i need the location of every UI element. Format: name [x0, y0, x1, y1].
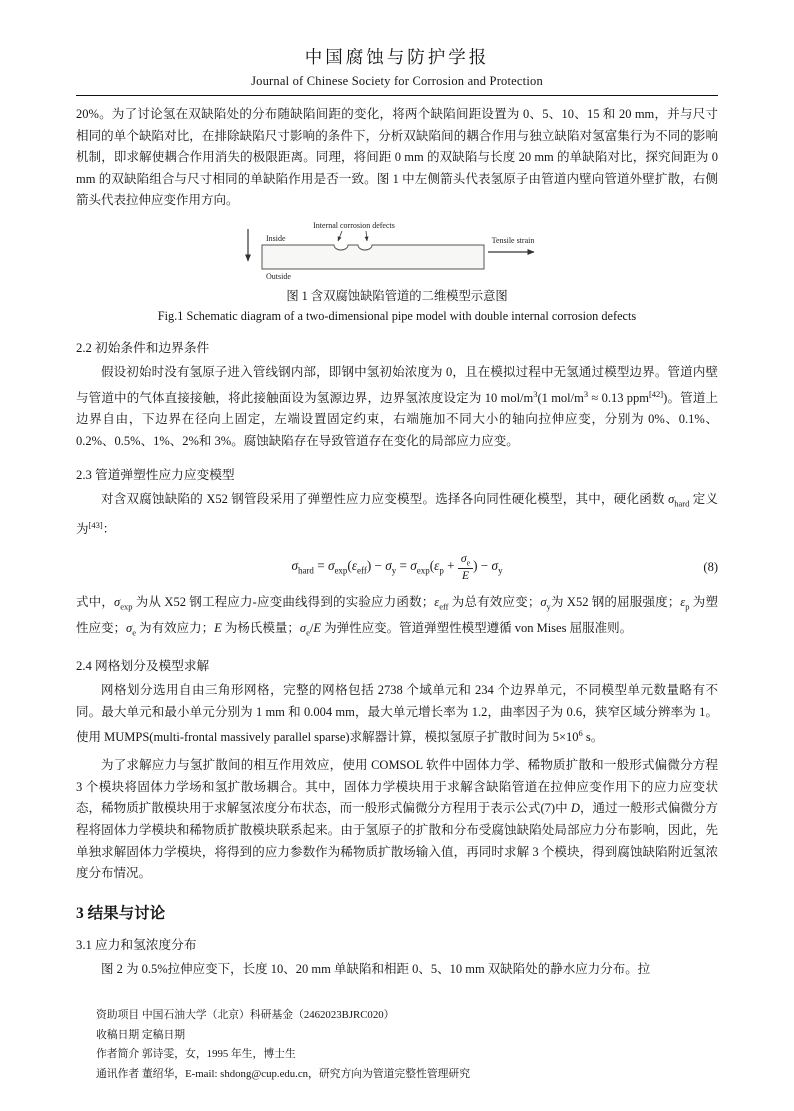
outside-label: Outside — [266, 271, 291, 281]
section-3-1-heading: 3.1 应力和氢浓度分布 — [76, 937, 197, 952]
pipe-wall-outline — [262, 245, 484, 269]
section-2-4-paragraph-1: 网格划分选用自由三角形网格，完整的网格包括 2738 个域单元和 234 个边界单元，不同模型单元数量略有不同。最大单元和最小单元分别为 1 mm 和 0.004 mm，最大单元增长率为 1.2，曲率因子为 0.6，狭窄区域分辨率为 1。使用 MUMPS(multi-frontal massively parallel sparse)求解器计算，模拟氢原子扩散时间为 $5\times 10^6$ s。 — [76, 683, 718, 745]
section-3-1-paragraph: 图 2 为 0.5%拉伸应变下，长度 10、20 mm 单缺陷和相距 0、5、10 mm 双缺陷处的静水应力分布。拉 — [101, 961, 651, 976]
section-2-3-heading: 2.3 管道弹塑性应力应变模型 — [76, 467, 235, 482]
equation-8-explanation-paragraph: 式中，$\sigma_{exp}$ 为从 X52 钢工程应力-应变曲线得到的实验应力函数；$\varepsilon_{eff}$ 为总有效应变；$\sigma_y$为 X52 钢的屈服强度；$\varepsilon_p$ 为塑性应变；$\sigma_e$ 为有效应力；E 为杨氏模量；$\sigma_e/E$ 为弹性应变。管道弹塑性模型遵循 von Mises 屈服准则。 — [76, 595, 718, 638]
figure-1-caption-en: Fig.1 Schematic diagram of a two-dimensional pipe model with double internal corrosion defects — [157, 308, 637, 323]
section-2-2-heading: 2.2 初始条件和边界条件 — [76, 340, 210, 355]
equation-8-number: (8) — [703, 559, 718, 574]
journal-header — [76, 44, 718, 96]
footnote-funding: 资助项目 中国石油大学（北京）科研基金（2462023BJRC020） — [96, 1009, 395, 1022]
footnotes — [76, 1006, 718, 1084]
tensile-strain-label: Tensile strain — [491, 235, 535, 245]
footnote-dates: 收稿日期 定稿日期 — [96, 1028, 186, 1041]
figure-1 — [76, 219, 718, 286]
figure-1-caption-cn: 图 1 含双腐蚀缺陷管道的二维模型示意图 — [286, 288, 508, 303]
footnote-corresponding-author: 通讯作者 董绍华，E-mail: shdong@cup.edu.cn，研究方向为管道完整性管理研究 — [96, 1067, 471, 1080]
equation-8 — [76, 552, 718, 582]
paragraph-intro: 20%。为了讨论氢在双缺陷处的分布随缺陷间距的变化，将两个缺陷间距设置为 0、5、10、15 和 20 mm，并与尺寸相同的单个缺陷对比，在排除缺陷尺寸影响的条件下，分析双缺陷间的耦合作用与独立缺陷对氢富集行为不同的影响机制，即求解使耦合作用消失的极限距离。同理，将间距 0 mm 的双缺陷与长度 20 mm 的单缺陷对比，探究间距为 0 mm 的双缺陷组合与尺寸相同的单缺陷作用是否一致。图 1 中左侧箭头代表氢原子由管道内壁向管道外壁扩散，右侧箭头代表拉伸应变作用方向。 — [76, 107, 718, 208]
section-2-2-paragraph: 假设初始时没有氢原子进入管线钢内部，即钢中氢初始浓度为 0，且在模拟过程中无氢通过模型边界。管道内壁与管道中的气体直接接触，将此接触面设为氢源边界，边界氢浓度设定为 10 mol/$m^3(1$ mol/$m^3 \approx 0.13$ ppm[42])。管道上边界自由，下边界在径向上固定，左端设置固定约束，右端施加不同大小的轴向拉伸应变，分别为 0%、0.1%、0.2%、0.5%、1%、2%和 3%。腐蚀缺陷存在导致管道存在变化的局部应力应变。 — [76, 364, 718, 448]
journal-title-en: Journal of Chinese Society for Corrosion and Protection — [251, 74, 543, 88]
section-2-3-paragraph: 对含双腐蚀缺陷的 X52 钢管段采用了弹塑性应力应变模型。选择各向同性硬化模型，其中，硬化函数 $\sigma_{hard}$ 定义为[43]： — [76, 491, 718, 536]
footnote-author-bio: 作者简介 郭诗雯，女，1995 年生，博士生 — [96, 1048, 296, 1061]
defect-pointer-left — [338, 231, 342, 241]
header-rule — [76, 95, 718, 96]
defect-pointer-right — [366, 231, 367, 241]
journal-title-cn: 中国腐蚀与防护学报 — [304, 47, 490, 67]
section-2-4-paragraph-2: 为了求解应力与氢扩散间的相互作用效应，使用 COMSOL 软件中固体力学、稀物质扩散和一般形式偏微分方程 3 个模块将固体力学场和氢扩散场耦合。其中，固体力学模块用于求解含缺陷管道在拉伸应变作用下的应力应变状态，稀物质扩散模块用于求解氢浓度分布状态，而一般形式偏微分方程用于表示公式(7)中 D，通过一般形式偏微分方程将固体力学模块和稀物质扩散模块联系起来。由于氢原子的扩散和分布受腐蚀缺陷处局部应力分布影响，因此，先单独求解固体力学模块，将得到的应力参数作为稀物质扩散场输入值，再同时求解 3 个模块，得到腐蚀缺陷附近氢浓度分布情况。 — [76, 758, 718, 881]
inside-label: Inside — [266, 233, 286, 243]
section-2-4-heading: 2.4 网格划分及模型求解 — [76, 659, 210, 674]
equation-8-expression: $\sigma_{hard} = \sigma_{exp}(\varepsilon_{eff}) - \sigma_y = \sigma_{exp}(\varepsilon_p$ + $\frac{\sigma_e}{E}$ ) − $\sigma_y$ — [291, 552, 503, 582]
figure-1-diagram — [232, 219, 562, 281]
internal-corrosion-defects-label: Internal corrosion defects — [313, 220, 395, 230]
section-3-heading: 3 结果与讨论 — [76, 904, 166, 922]
